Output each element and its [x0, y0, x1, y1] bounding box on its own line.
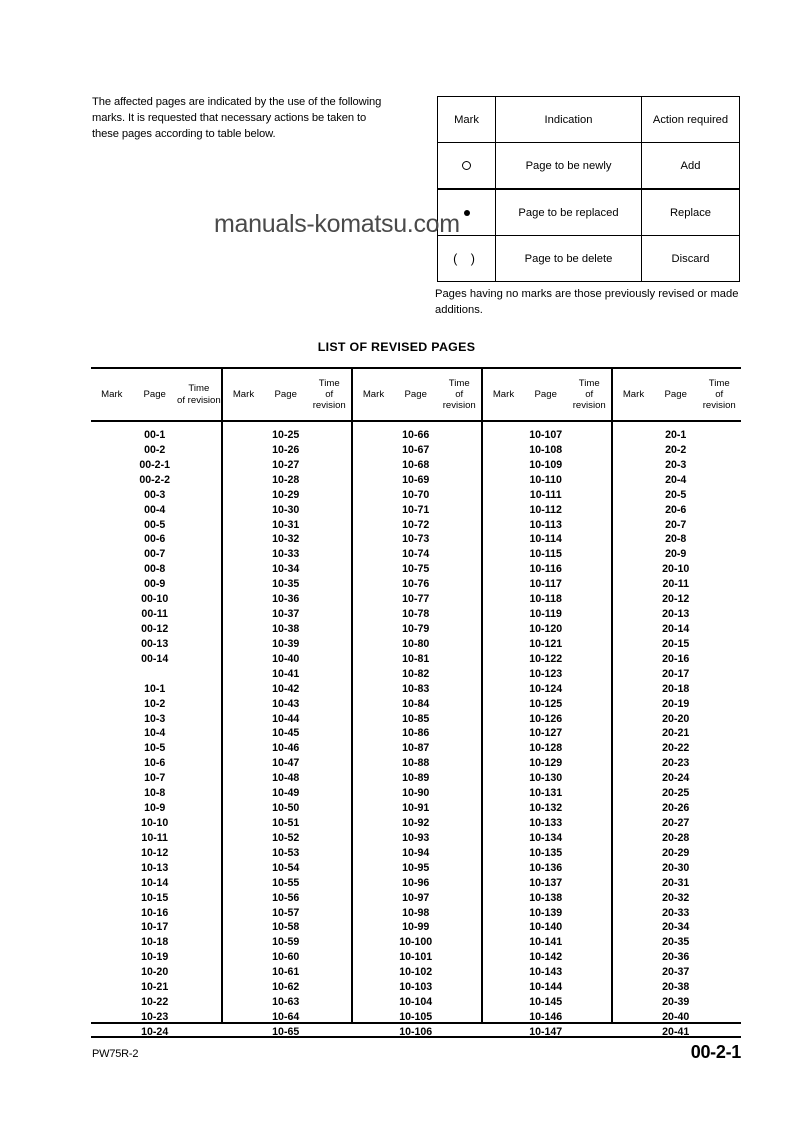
mark-legend-header-action: Action required [642, 97, 740, 143]
page-entry: 00-2-2 [139, 473, 170, 486]
page-entry: 20-24 [662, 772, 690, 785]
page-entry: 10-47 [272, 757, 300, 770]
page-entry: 10-100 [399, 936, 433, 949]
page-entry: 10-58 [272, 921, 300, 934]
page-entry: 00-11 [141, 608, 168, 621]
page-entry-spacer [133, 667, 177, 682]
page-entry: 10-36 [272, 593, 300, 606]
page-entry: 10-126 [529, 712, 563, 725]
page-entry: 10-132 [529, 802, 563, 815]
revised-pages-header-page-1: Page [143, 388, 166, 400]
page-entry: 00-5 [144, 518, 166, 531]
page-entry: 10-17 [141, 921, 169, 934]
page-entry: 00-8 [144, 563, 166, 576]
page-entry: 00-6 [144, 533, 166, 546]
revised-pages-column-group-5 [611, 422, 741, 1038]
page-entry: 20-34 [662, 921, 690, 934]
page-entry: 10-135 [529, 846, 563, 859]
revised-pages-page-column-4 [524, 422, 568, 1038]
page-entry: 10-63 [272, 996, 300, 1009]
page-entry: 10-37 [272, 608, 300, 621]
page-entry: 20-19 [662, 697, 690, 710]
page-entry: 10-119 [529, 608, 562, 621]
mark-legend-row-replace [438, 189, 740, 236]
page-entry: 10-51 [272, 816, 300, 829]
page-entry: 10-75 [402, 563, 430, 576]
revised-pages-header-group-2 [221, 369, 351, 420]
page-entry: 10-16 [141, 906, 169, 919]
page-entry: 10-28 [272, 473, 300, 486]
page-entry: 20-23 [662, 757, 690, 770]
page-entry: 10-38 [272, 622, 300, 635]
page-entry: 10-102 [399, 966, 433, 979]
page-entry: 10-3 [144, 712, 166, 725]
page-entry: 10-43 [272, 697, 300, 710]
footer-model-label: PW75R-2 [92, 1048, 139, 1060]
page-entry: 10-40 [272, 652, 300, 665]
page-entry: 10-105 [399, 1010, 433, 1023]
page-entry: 10-50 [272, 802, 300, 815]
page-entry: 10-77 [402, 593, 430, 606]
revised-pages-header-mark-2: Mark [232, 388, 255, 400]
page-entry: 10-49 [272, 787, 300, 800]
page-entry: 20-13 [662, 608, 690, 621]
page-entry: 10-85 [402, 712, 430, 725]
page-entry: 10-146 [529, 1010, 563, 1023]
page-entry: 10-91 [402, 802, 430, 815]
page-entry: 10-92 [402, 816, 430, 829]
page-entry: 10-141 [529, 936, 563, 949]
revised-pages-header-mark-4: Mark [492, 388, 515, 400]
page-entry: 10-55 [272, 876, 300, 889]
page-entry: 10-138 [529, 891, 563, 904]
page-entry: 10-107 [529, 429, 563, 441]
mark-legend-header-indication: Indication [496, 97, 642, 143]
revised-pages-time-column-3 [437, 422, 481, 1022]
revised-pages-time-column-5 [697, 422, 741, 1022]
revised-pages-header-page-2: Page [274, 388, 297, 400]
page-entry: 10-46 [272, 742, 300, 755]
mark-legend-indication-discard: Page to be delete [496, 236, 642, 282]
page-entry: 10-33 [272, 548, 300, 561]
page-entry: 10-74 [402, 548, 430, 561]
page-entry: 10-114 [529, 533, 562, 546]
page-entry: 10-131 [529, 787, 563, 800]
open-circle-icon [438, 143, 496, 190]
page-entry: 10-90 [402, 787, 430, 800]
page-entry: 10-116 [529, 563, 562, 576]
page-entry: 10-2 [144, 697, 166, 710]
list-of-revised-pages-title: LIST OF REVISED PAGES [317, 340, 476, 354]
page-entry: 10-52 [272, 831, 300, 844]
page-entry: 10-25 [272, 429, 300, 441]
page-entry: 00-2-1 [139, 458, 170, 471]
parentheses-glyph: ( ) [453, 251, 480, 266]
page-entry: 20-10 [662, 563, 690, 576]
page-entry: 10-121 [529, 637, 563, 650]
page-entry: 10-70 [402, 488, 430, 501]
page-entry: 10-140 [529, 921, 563, 934]
page-entry: 10-112 [529, 503, 562, 516]
page-entry: 00-14 [141, 652, 169, 665]
page-entry: 20-35 [662, 936, 690, 949]
page-entry: 10-117 [529, 578, 562, 591]
page-entry: 10-120 [529, 622, 563, 635]
page-entry: 20-16 [662, 652, 690, 665]
page-entry: 20-12 [662, 593, 690, 606]
page-entry: 10-139 [529, 906, 563, 919]
page-entry: 10-59 [272, 936, 300, 949]
page-entry: 20-7 [665, 518, 687, 531]
page-entry: 10-21 [141, 981, 169, 994]
page-entry: 10-142 [529, 951, 563, 964]
page-entry: 10-106 [399, 1025, 433, 1038]
page-entry: 20-3 [665, 458, 687, 471]
page-entry: 20-1 [665, 429, 687, 441]
page-entry: 10-54 [272, 861, 300, 874]
page-entry: 10-72 [402, 518, 430, 531]
revised-pages-time-column-2 [307, 422, 351, 1022]
revised-pages-column-group-3 [351, 422, 481, 1038]
page-entry: 10-133 [529, 816, 563, 829]
page-entry: 00-1 [144, 429, 166, 441]
page-entry: 10-115 [529, 548, 562, 561]
page-entry: 10-23 [141, 1010, 169, 1023]
page-entry: 10-35 [272, 578, 300, 591]
page-entry: 10-125 [529, 697, 563, 710]
page-entry: 10-1 [144, 682, 166, 695]
mark-legend-row-discard [438, 236, 740, 282]
page-entry: 20-28 [662, 831, 690, 844]
page-entry: 10-6 [144, 757, 166, 770]
page-entry: 20-9 [665, 548, 687, 561]
intro-paragraph: The affected pages are indicated by the use of the following marks. It is requested that necessary actions be taken to these pages according to table below. [92, 96, 382, 140]
revised-pages-page-column-2 [264, 422, 308, 1038]
page-entry: 20-40 [662, 1010, 690, 1023]
page-entry: 10-128 [529, 742, 563, 755]
page-entry: 10-32 [272, 533, 300, 546]
page-entry: 10-99 [402, 921, 430, 934]
revised-pages-header-page-3: Page [404, 388, 427, 400]
page-entry: 10-122 [529, 652, 563, 665]
page-entry: 20-21 [662, 727, 690, 740]
revised-pages-header-mark-1: Mark [101, 388, 123, 400]
page-entry: 10-68 [402, 458, 430, 471]
page-entry: 10-62 [272, 981, 300, 994]
page-entry: 20-2 [665, 443, 687, 456]
page-entry: 10-84 [402, 697, 430, 710]
page-entry: 10-127 [529, 727, 563, 740]
page-entry: 10-129 [529, 757, 563, 770]
page-entry: 20-22 [662, 742, 690, 755]
revised-pages-mark-column-4 [483, 422, 524, 1022]
page-entry: 10-57 [272, 906, 300, 919]
page-entry: 20-15 [662, 637, 690, 650]
page-entry: 10-87 [402, 742, 430, 755]
page-entry: 10-134 [529, 831, 563, 844]
page-entry: 10-109 [529, 458, 563, 471]
page-entry: 00-7 [144, 548, 166, 561]
page-entry: 20-31 [662, 876, 690, 889]
revised-pages-header-group-1 [91, 369, 221, 420]
page-entry: 10-53 [272, 846, 300, 859]
revised-pages-page-column-3 [394, 422, 438, 1038]
revised-pages-header-mark-5: Mark [622, 388, 645, 400]
page-entry: 10-42 [272, 682, 300, 695]
revised-pages-header-group-4 [481, 369, 611, 420]
page-entry: 20-5 [665, 488, 687, 501]
mark-legend-header-row [438, 97, 740, 143]
page-entry: 10-30 [272, 503, 300, 516]
revised-pages-header-group-5 [611, 369, 741, 420]
page-entry: 10-79 [402, 622, 430, 635]
page-entry: 10-97 [402, 891, 430, 904]
page-entry: 20-4 [665, 473, 687, 486]
page-entry: 10-14 [141, 876, 169, 889]
page-entry: 00-12 [141, 622, 169, 635]
page-entry: 10-118 [529, 593, 562, 606]
revised-pages-time-column-1 [177, 422, 221, 1022]
page-entry: 10-18 [141, 936, 169, 949]
page-entry: 20-26 [662, 802, 690, 815]
page-entry: 10-96 [402, 876, 430, 889]
page-entry: 00-10 [141, 593, 169, 606]
page-entry: 10-83 [402, 682, 430, 695]
revised-pages-column-group-4 [481, 422, 611, 1038]
page-entry: 20-11 [662, 578, 689, 591]
page-entry: 10-93 [402, 831, 430, 844]
page-entry: 00-9 [144, 578, 166, 591]
page-entry: 10-110 [529, 473, 562, 486]
page-entry: 10-61 [272, 966, 300, 979]
revised-pages-page-column-1 [133, 422, 177, 1038]
parentheses-icon [438, 236, 496, 282]
legend-note: Pages having no marks are those previously revised or made additions. [435, 288, 739, 316]
page-entry: 10-15 [141, 891, 169, 904]
page-entry: 10-147 [529, 1025, 563, 1038]
revised-pages-body [91, 422, 741, 1038]
revised-pages-header-time-1: Time of revision [177, 383, 221, 406]
page-entry: 20-37 [662, 966, 690, 979]
page-entry: 10-95 [402, 861, 430, 874]
page-entry: 10-27 [272, 458, 300, 471]
page-entry: 10-7 [144, 772, 166, 785]
page-entry: 10-81 [402, 652, 430, 665]
revised-pages-header-mark-3: Mark [362, 388, 385, 400]
mark-legend-action-replace: Replace [642, 189, 740, 236]
page-entry: 20-32 [662, 891, 690, 904]
page-entry: 10-12 [141, 846, 169, 859]
page-entry: 10-24 [141, 1025, 169, 1038]
revised-pages-header [91, 369, 741, 422]
revised-pages-header-page-4: Page [534, 388, 557, 400]
page-entry: 20-29 [662, 846, 690, 859]
page-entry: 10-9 [144, 802, 166, 815]
page-entry: 20-6 [665, 503, 687, 516]
page-entry: 10-45 [272, 727, 300, 740]
page-entry: 20-30 [662, 861, 690, 874]
page-entry: 10-94 [402, 846, 430, 859]
page-entry: 10-19 [141, 951, 169, 964]
page-entry: 10-143 [529, 966, 563, 979]
page-entry: 10-80 [402, 637, 430, 650]
page-entry: 10-13 [141, 861, 169, 874]
page-entry: 00-3 [144, 488, 166, 501]
revised-pages-header-group-3 [351, 369, 481, 420]
page-entry: 20-41 [662, 1025, 690, 1038]
page-entry: 10-64 [272, 1010, 300, 1023]
page-entry: 10-113 [529, 518, 562, 531]
revised-pages-header-time-3: Time of revision [442, 377, 476, 412]
page-entry: 10-104 [399, 996, 433, 1009]
page-entry: 20-27 [662, 816, 690, 829]
revised-pages-header-time-5: Time of revision [702, 377, 736, 412]
page-entry: 10-34 [272, 563, 300, 576]
page-entry: 10-20 [141, 966, 169, 979]
mark-legend-header-mark: Mark [438, 97, 496, 143]
footer-page-number: 00-2-1 [690, 1042, 741, 1062]
page-entry: 20-14 [662, 622, 690, 635]
page-entry: 10-124 [529, 682, 563, 695]
page-entry: 10-137 [529, 876, 563, 889]
page-entry: 00-4 [144, 503, 166, 516]
page-entry: 10-76 [402, 578, 430, 591]
revised-pages-mark-column-5 [613, 422, 654, 1022]
page-entry: 10-8 [144, 787, 166, 800]
page-entry: 10-56 [272, 891, 300, 904]
mark-legend-indication-add: Page to be newly [496, 143, 642, 190]
page-entry: 10-65 [272, 1025, 300, 1038]
revised-pages-header-page-5: Page [664, 388, 687, 400]
page-entry: 10-89 [402, 772, 430, 785]
watermark-text: manuals-komatsu.com [214, 210, 460, 238]
revised-pages-column-group-1 [91, 422, 221, 1038]
page-entry: 10-103 [399, 981, 433, 994]
page-entry: 10-39 [272, 637, 300, 650]
page-entry: 20-38 [662, 981, 690, 994]
page-entry: 10-123 [529, 667, 563, 680]
mark-legend-row-add [438, 143, 740, 190]
page-entry: 20-18 [662, 682, 690, 695]
page-entry: 10-111 [529, 488, 562, 501]
page-entry: 10-29 [272, 488, 300, 501]
page-entry: 10-4 [144, 727, 166, 740]
page-entry: 10-26 [272, 443, 300, 456]
page-entry: 20-20 [662, 712, 690, 725]
page-entry: 00-13 [141, 637, 169, 650]
revised-pages-page-column-5 [654, 422, 698, 1038]
page-entry: 20-25 [662, 787, 690, 800]
revised-pages-column-group-2 [221, 422, 351, 1038]
page-entry: 10-136 [529, 861, 563, 874]
page-entry: 10-22 [141, 996, 169, 1009]
page-entry: 10-10 [141, 816, 169, 829]
page-entry: 00-2 [144, 443, 166, 456]
page-entry: 10-5 [144, 742, 166, 755]
footer-divider [91, 1036, 741, 1038]
page-entry: 10-144 [529, 981, 563, 994]
page-entry: 20-8 [665, 533, 687, 546]
page-entry: 10-44 [272, 712, 300, 725]
revised-pages-header-time-4: Time of revision [572, 377, 606, 412]
page-entry: 20-39 [662, 996, 690, 1009]
page-entry: 10-31 [272, 518, 300, 531]
revised-pages-mark-column-1 [91, 422, 133, 1022]
page-entry: 20-33 [662, 906, 690, 919]
revised-pages-mark-column-2 [223, 422, 264, 1022]
mark-legend-table [437, 96, 740, 282]
page-entry: 10-86 [402, 727, 430, 740]
page-entry: 10-71 [402, 503, 430, 516]
page-entry: 10-82 [402, 667, 430, 680]
page-entry: 20-36 [662, 951, 690, 964]
page-entry: 10-101 [399, 951, 433, 964]
page-entry: 10-108 [529, 443, 563, 456]
page-entry: 10-73 [402, 533, 430, 546]
page-entry: 10-78 [402, 608, 430, 621]
page-entry: 10-88 [402, 757, 430, 770]
page-entry: 10-98 [402, 906, 430, 919]
page-entry: 10-48 [272, 772, 300, 785]
mark-legend-action-add: Add [642, 143, 740, 190]
page-entry: 10-69 [402, 473, 430, 486]
page-entry: 10-130 [529, 772, 563, 785]
page-entry: 10-11 [141, 831, 168, 844]
page-entry: 10-67 [402, 443, 430, 456]
revised-pages-time-column-4 [567, 422, 611, 1022]
page-entry: 20-17 [662, 667, 690, 680]
revised-pages-mark-column-3 [353, 422, 394, 1022]
mark-legend-indication-replace: Page to be replaced [496, 189, 642, 236]
page-entry: 10-41 [272, 667, 300, 680]
mark-legend-action-discard: Discard [642, 236, 740, 282]
page-entry: 10-60 [272, 951, 300, 964]
revised-pages-header-time-2: Time of revision [312, 377, 346, 412]
page-entry: 10-66 [402, 429, 430, 441]
revised-pages-table [91, 367, 741, 1038]
page-entry: 10-145 [529, 996, 563, 1009]
